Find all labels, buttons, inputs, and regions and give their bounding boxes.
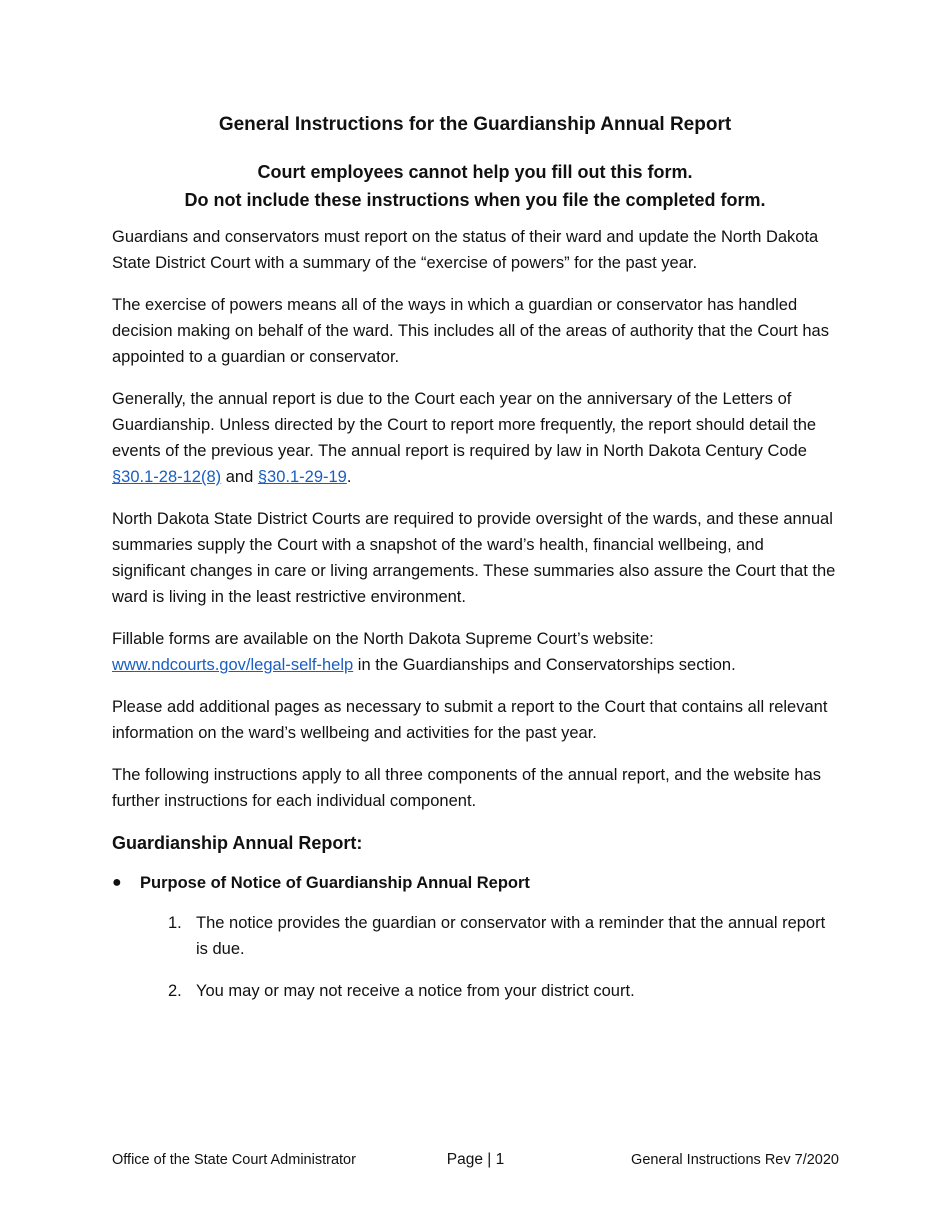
and-text: and bbox=[221, 468, 258, 486]
bullet-text: Purpose of Notice of Guardianship Annual Report bbox=[140, 874, 530, 892]
footer-right: General Instructions Rev 7/2020 bbox=[631, 1152, 839, 1168]
due-date-text: Generally, the annual report is due to the Court each year on the anniversary of the Letters of Guardianship. Unless directed by the Court to report more frequently, the report should detail the events of the previous year. The annual report is required by law in North Dakota Century Code bbox=[112, 390, 817, 460]
document-page bbox=[112, 112, 838, 1020]
warning-block bbox=[112, 158, 838, 214]
fillable-forms-end: in the Guardianships and Conservatorships section. bbox=[353, 656, 736, 674]
list-marker: 2. bbox=[168, 982, 182, 1000]
section-heading: Guardianship Annual Report: bbox=[112, 833, 363, 853]
paragraph-fillable-forms bbox=[112, 626, 838, 678]
paragraph-components: The following instructions apply to all three components of the annual report, and the website has further instructions for each individual component. bbox=[112, 766, 822, 810]
statute-link-30-1-29-19[interactable]: §30.1-29-19 bbox=[257, 468, 347, 486]
list-item bbox=[168, 978, 838, 1004]
paragraph-exercise-of-powers: The exercise of powers means all of the ways in which a guardian or conservator has handled decision making on behalf of the ward. This includes all of the areas of authority that the Court has appointed to a guardian or conservator. bbox=[112, 296, 829, 366]
document-title: General Instructions for the Guardianship Annual Report bbox=[218, 114, 732, 135]
warning-line-1: Court employees cannot help you fill out this form. bbox=[257, 162, 693, 182]
statute-link-30-1-28-12[interactable]: §30.1-28-12(8) bbox=[112, 468, 222, 486]
paragraph-oversight: North Dakota State District Courts are required to provide oversight of the wards, and these annual summaries supply the Court with a snapshot of the ward’s health, financial wellbeing, and significant changes in care or living arrangements. These summaries also assure the Court that the ward is living in the least restrictive environment. bbox=[112, 510, 836, 606]
paragraph-additional-pages: Please add additional pages as necessary to submit a report to the Court that contains all relevant information on the ward’s wellbeing and activities for the past year. bbox=[112, 698, 828, 742]
bullet-item bbox=[112, 870, 838, 896]
list-item bbox=[168, 910, 838, 962]
fillable-forms-text: Fillable forms are available on the North Dakota Supreme Court’s website: bbox=[112, 630, 654, 648]
list-item-text: The notice provides the guardian or conservator with a reminder that the annual report is due. bbox=[196, 914, 826, 958]
bullet-icon: ● bbox=[112, 874, 122, 891]
numbered-list bbox=[112, 910, 838, 1004]
footer-page-number: Page | 1 bbox=[446, 1151, 505, 1168]
footer-left: Office of the State Court Administrator bbox=[112, 1152, 356, 1168]
list-marker: 1. bbox=[168, 914, 182, 932]
paragraph-due-date bbox=[112, 386, 838, 490]
paragraph-reporting-requirement: Guardians and conservators must report on the status of their ward and update the North Dakota State District Court with a summary of the “exercise of powers” for the past year. bbox=[112, 228, 819, 272]
list-item-text: You may or may not receive a notice from your district court. bbox=[196, 982, 635, 1000]
page-footer bbox=[112, 1152, 839, 1168]
warning-line-2: Do not include these instructions when you file the completed form. bbox=[184, 190, 766, 210]
legal-self-help-link[interactable]: www.ndcourts.gov/legal-self-help bbox=[112, 656, 354, 674]
period-text: . bbox=[346, 468, 352, 486]
